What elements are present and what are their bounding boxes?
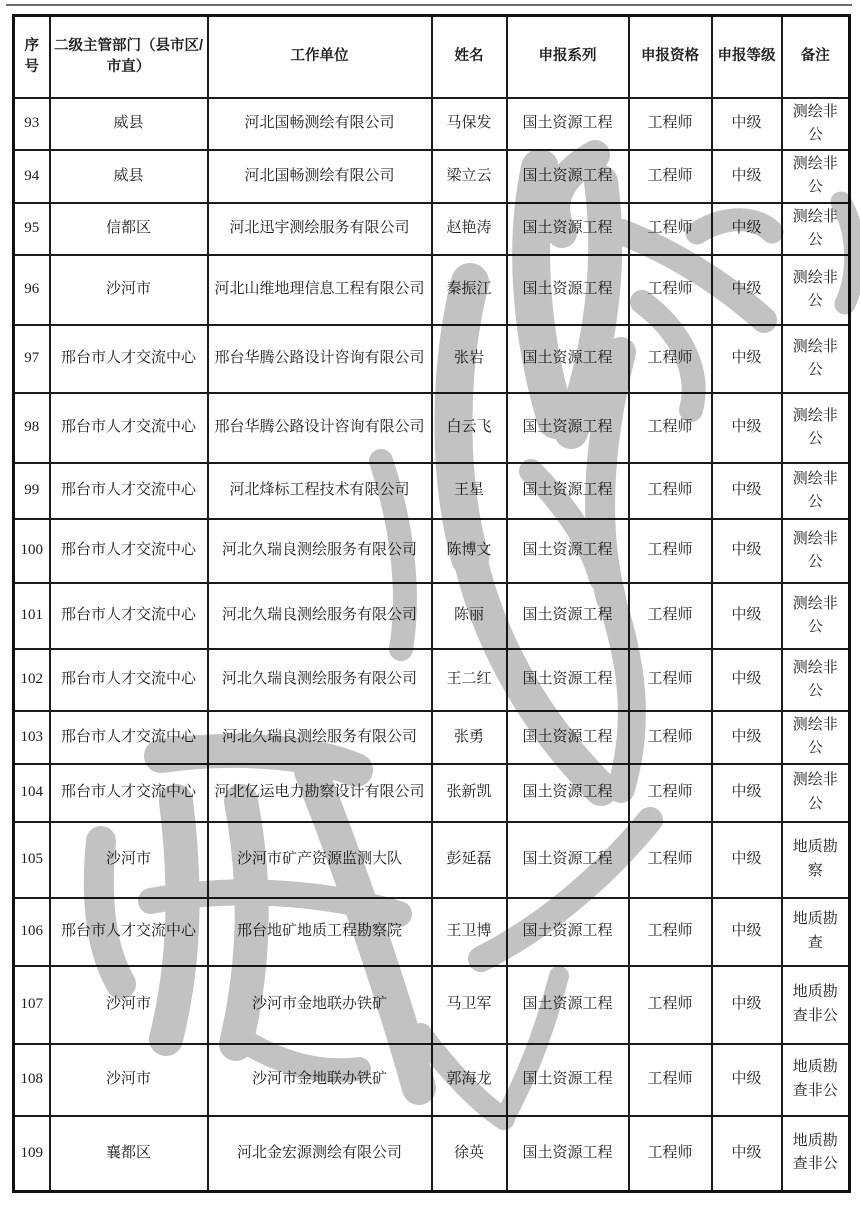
cell-name: 陈博文 — [432, 519, 507, 583]
cell-level: 中级 — [712, 325, 782, 393]
header-cell-name: 姓名 — [432, 16, 507, 98]
cell-unit: 河北金宏源测绘有限公司 — [208, 1116, 432, 1192]
cell-level: 中级 — [712, 255, 782, 325]
cell-dept: 威县 — [50, 150, 208, 203]
cell-level: 中级 — [712, 966, 782, 1044]
cell-level: 中级 — [712, 519, 782, 583]
cell-unit: 邢台地矿地质工程勘察院 — [208, 898, 432, 966]
cell-no: 98 — [14, 393, 50, 463]
cell-no: 109 — [14, 1116, 50, 1192]
cell-name: 郭海龙 — [432, 1044, 507, 1116]
cell-qual: 工程师 — [629, 98, 712, 151]
cell-dept: 邢台市人才交流中心 — [50, 519, 208, 583]
cell-level: 中级 — [712, 1116, 782, 1192]
cell-level: 中级 — [712, 150, 782, 203]
cell-unit: 河北久瑞良测绘服务有限公司 — [208, 583, 432, 649]
cell-series: 国土资源工程 — [507, 255, 629, 325]
table-row — [14, 150, 850, 203]
cell-level: 中级 — [712, 463, 782, 519]
cell-remark: 测绘非公 — [782, 519, 850, 583]
cell-level: 中级 — [712, 98, 782, 151]
cell-unit: 河北久瑞良测绘服务有限公司 — [208, 649, 432, 711]
table-row — [14, 1044, 850, 1116]
cell-remark: 地质勘查 — [782, 898, 850, 966]
cell-name: 陈丽 — [432, 583, 507, 649]
cell-unit: 河北亿运电力勘察设计有限公司 — [208, 764, 432, 822]
table-row — [14, 393, 850, 463]
cell-dept: 沙河市 — [50, 966, 208, 1044]
cell-qual: 工程师 — [629, 1044, 712, 1116]
cell-no: 93 — [14, 98, 50, 151]
cell-unit: 河北山维地理信息工程有限公司 — [208, 255, 432, 325]
cell-name: 张新凯 — [432, 764, 507, 822]
page-top-rule — [6, 4, 852, 6]
cell-remark: 测绘非公 — [782, 711, 850, 764]
cell-name: 王卫博 — [432, 898, 507, 966]
cell-dept: 沙河市 — [50, 255, 208, 325]
cell-level: 中级 — [712, 203, 782, 256]
cell-unit: 沙河市金地联办铁矿 — [208, 1044, 432, 1116]
cell-name: 王星 — [432, 463, 507, 519]
cell-unit: 河北国畅测绘有限公司 — [208, 150, 432, 203]
cell-series: 国土资源工程 — [507, 764, 629, 822]
cell-dept: 邢台市人才交流中心 — [50, 325, 208, 393]
cell-qual: 工程师 — [629, 649, 712, 711]
cell-level: 中级 — [712, 822, 782, 898]
cell-series: 国土资源工程 — [507, 393, 629, 463]
cell-name: 秦振江 — [432, 255, 507, 325]
cell-remark: 地质勘察 — [782, 822, 850, 898]
cell-remark: 测绘非公 — [782, 203, 850, 256]
header-cell-qual: 申报资格 — [629, 16, 712, 98]
header-cell-level: 申报等级 — [712, 16, 782, 98]
cell-dept: 沙河市 — [50, 1044, 208, 1116]
header-cell-no: 序号 — [14, 16, 50, 98]
cell-qual: 工程师 — [629, 966, 712, 1044]
cell-remark: 测绘非公 — [782, 764, 850, 822]
cell-remark: 测绘非公 — [782, 463, 850, 519]
cell-unit: 河北久瑞良测绘服务有限公司 — [208, 519, 432, 583]
cell-dept: 邢台市人才交流中心 — [50, 898, 208, 966]
table-row — [14, 898, 850, 966]
cell-no: 95 — [14, 203, 50, 256]
cell-series: 国土资源工程 — [507, 822, 629, 898]
cell-name: 白云飞 — [432, 393, 507, 463]
cell-no: 108 — [14, 1044, 50, 1116]
cell-unit: 河北国畅测绘有限公司 — [208, 98, 432, 151]
cell-qual: 工程师 — [629, 822, 712, 898]
header-row — [14, 16, 850, 98]
cell-dept: 威县 — [50, 98, 208, 151]
table-row — [14, 649, 850, 711]
cell-series: 国土资源工程 — [507, 325, 629, 393]
cell-no: 107 — [14, 966, 50, 1044]
cell-series: 国土资源工程 — [507, 583, 629, 649]
cell-qual: 工程师 — [629, 393, 712, 463]
cell-series: 国土资源工程 — [507, 98, 629, 151]
cell-dept: 邢台市人才交流中心 — [50, 711, 208, 764]
cell-dept: 襄都区 — [50, 1116, 208, 1192]
cell-no: 105 — [14, 822, 50, 898]
records-table — [12, 14, 851, 1193]
cell-qual: 工程师 — [629, 711, 712, 764]
cell-qual: 工程师 — [629, 583, 712, 649]
cell-dept: 邢台市人才交流中心 — [50, 764, 208, 822]
cell-series: 国土资源工程 — [507, 898, 629, 966]
cell-series: 国土资源工程 — [507, 1044, 629, 1116]
cell-level: 中级 — [712, 1044, 782, 1116]
cell-series: 国土资源工程 — [507, 649, 629, 711]
cell-name: 赵艳涛 — [432, 203, 507, 256]
cell-remark: 测绘非公 — [782, 583, 850, 649]
table-row — [14, 325, 850, 393]
cell-unit: 河北久瑞良测绘服务有限公司 — [208, 711, 432, 764]
cell-name: 马卫军 — [432, 966, 507, 1044]
cell-no: 102 — [14, 649, 50, 711]
cell-remark: 地质勘查非公 — [782, 966, 850, 1044]
cell-name: 徐英 — [432, 1116, 507, 1192]
table-row — [14, 98, 850, 151]
cell-qual: 工程师 — [629, 150, 712, 203]
cell-qual: 工程师 — [629, 898, 712, 966]
cell-unit: 沙河市金地联办铁矿 — [208, 966, 432, 1044]
cell-remark: 测绘非公 — [782, 325, 850, 393]
cell-unit: 邢台华腾公路设计咨询有限公司 — [208, 393, 432, 463]
cell-remark: 地质勘查非公 — [782, 1044, 850, 1116]
cell-dept: 邢台市人才交流中心 — [50, 649, 208, 711]
cell-series: 国土资源工程 — [507, 711, 629, 764]
cell-qual: 工程师 — [629, 1116, 712, 1192]
cell-remark: 测绘非公 — [782, 98, 850, 151]
cell-qual: 工程师 — [629, 463, 712, 519]
table-body — [14, 98, 850, 1192]
table-row — [14, 519, 850, 583]
cell-qual: 工程师 — [629, 764, 712, 822]
cell-name: 马保发 — [432, 98, 507, 151]
cell-name: 梁立云 — [432, 150, 507, 203]
cell-name: 张勇 — [432, 711, 507, 764]
table-row — [14, 966, 850, 1044]
cell-series: 国土资源工程 — [507, 150, 629, 203]
cell-level: 中级 — [712, 649, 782, 711]
cell-name: 张岩 — [432, 325, 507, 393]
cell-qual: 工程师 — [629, 255, 712, 325]
header-cell-unit: 工作单位 — [208, 16, 432, 98]
cell-remark: 测绘非公 — [782, 150, 850, 203]
table-row — [14, 463, 850, 519]
header-cell-series: 申报系列 — [507, 16, 629, 98]
cell-no: 97 — [14, 325, 50, 393]
cell-remark: 测绘非公 — [782, 393, 850, 463]
cell-no: 104 — [14, 764, 50, 822]
cell-series: 国土资源工程 — [507, 1116, 629, 1192]
cell-level: 中级 — [712, 583, 782, 649]
cell-series: 国土资源工程 — [507, 519, 629, 583]
table-row — [14, 583, 850, 649]
cell-dept: 沙河市 — [50, 822, 208, 898]
cell-level: 中级 — [712, 711, 782, 764]
cell-unit: 河北迅宇测绘服务有限公司 — [208, 203, 432, 256]
table-row — [14, 255, 850, 325]
cell-level: 中级 — [712, 393, 782, 463]
cell-series: 国土资源工程 — [507, 966, 629, 1044]
cell-no: 96 — [14, 255, 50, 325]
cell-no: 103 — [14, 711, 50, 764]
cell-level: 中级 — [712, 898, 782, 966]
cell-no: 99 — [14, 463, 50, 519]
table-row — [14, 203, 850, 256]
cell-remark: 测绘非公 — [782, 649, 850, 711]
cell-series: 国土资源工程 — [507, 463, 629, 519]
cell-no: 94 — [14, 150, 50, 203]
cell-remark: 地质勘查非公 — [782, 1116, 850, 1192]
header-cell-dept: 二级主管部门（县市区/市直） — [50, 16, 208, 98]
cell-level: 中级 — [712, 764, 782, 822]
cell-unit: 沙河市矿产资源监测大队 — [208, 822, 432, 898]
cell-no: 100 — [14, 519, 50, 583]
cell-dept: 邢台市人才交流中心 — [50, 583, 208, 649]
cell-name: 彭延磊 — [432, 822, 507, 898]
cell-qual: 工程师 — [629, 203, 712, 256]
cell-no: 106 — [14, 898, 50, 966]
header-cell-remark: 备注 — [782, 16, 850, 98]
cell-unit: 河北烽标工程技术有限公司 — [208, 463, 432, 519]
cell-dept: 信都区 — [50, 203, 208, 256]
cell-qual: 工程师 — [629, 325, 712, 393]
table-header — [14, 16, 850, 98]
cell-dept: 邢台市人才交流中心 — [50, 463, 208, 519]
table-row — [14, 711, 850, 764]
cell-no: 101 — [14, 583, 50, 649]
cell-remark: 测绘非公 — [782, 255, 850, 325]
table-row — [14, 1116, 850, 1192]
table-row — [14, 764, 850, 822]
cell-series: 国土资源工程 — [507, 203, 629, 256]
cell-dept: 邢台市人才交流中心 — [50, 393, 208, 463]
table-row — [14, 822, 850, 898]
cell-qual: 工程师 — [629, 519, 712, 583]
cell-name: 王二红 — [432, 649, 507, 711]
cell-unit: 邢台华腾公路设计咨询有限公司 — [208, 325, 432, 393]
